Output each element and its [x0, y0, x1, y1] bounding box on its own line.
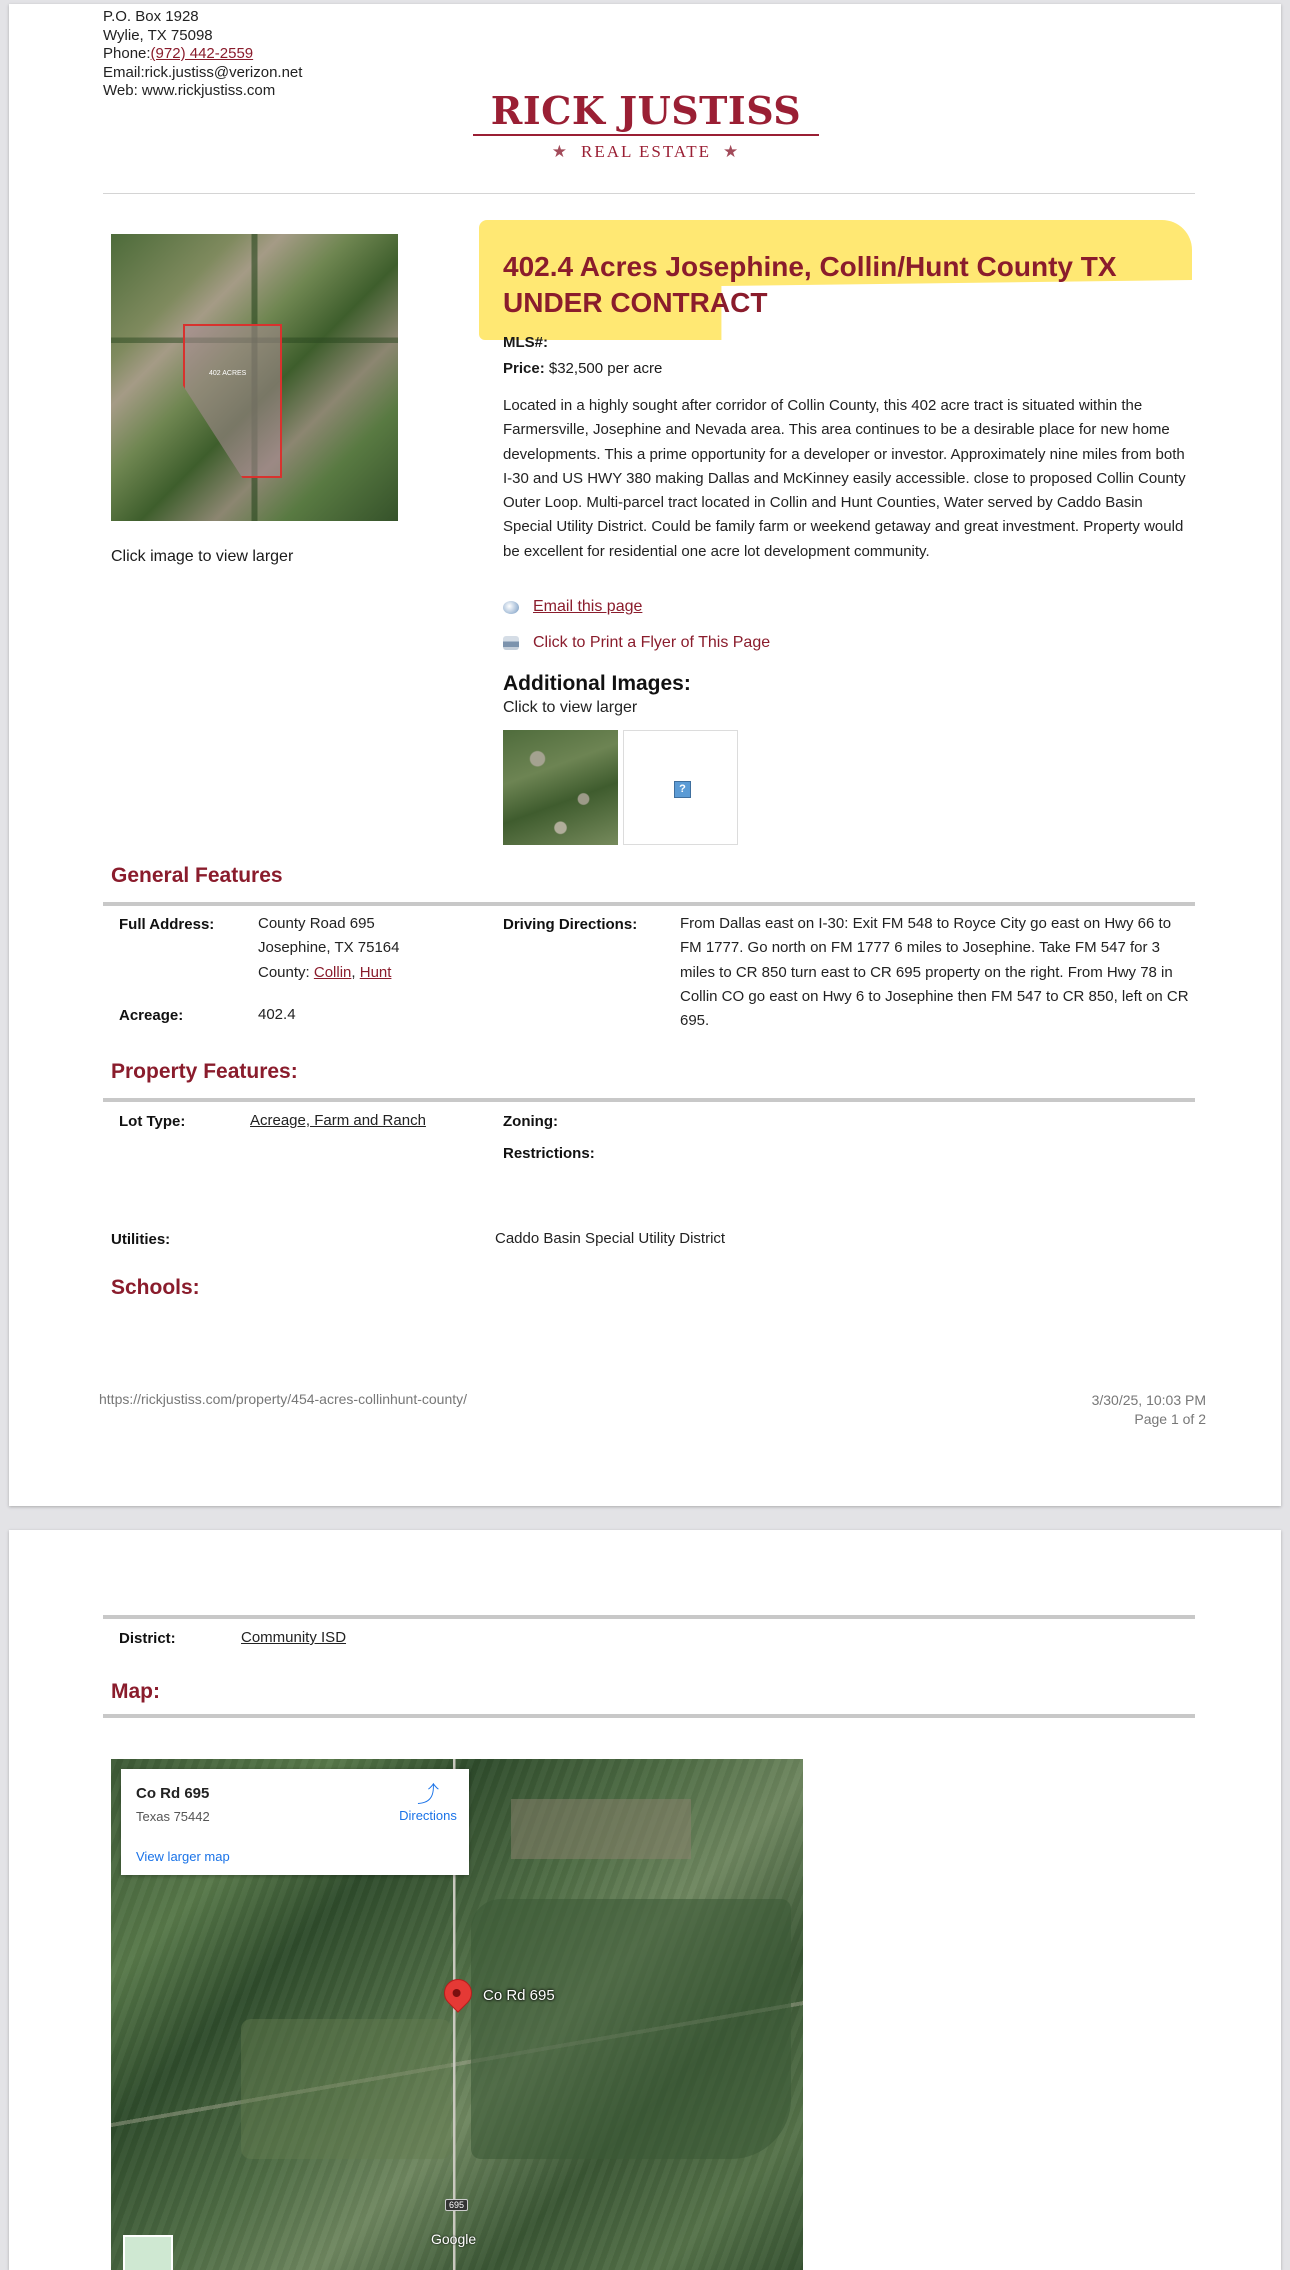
broken-image-icon: ? [674, 781, 691, 798]
parcel-outline [183, 324, 282, 478]
address-line-1: County Road 695 [258, 915, 375, 932]
map-info-card [121, 1769, 469, 1875]
map-layer-toggle[interactable] [123, 2235, 173, 2270]
contact-phone-label: Phone: [103, 45, 151, 62]
pdf-page-2 [9, 1530, 1281, 2270]
full-address-label: Full Address: [119, 916, 215, 933]
footer-page-number: Page 1 of 2 [1134, 1411, 1206, 1427]
price-value: $32,500 per acre [548, 360, 663, 377]
directions-button[interactable] [393, 1783, 463, 1825]
email-page-link[interactable]: Email this page [533, 598, 643, 615]
contact-block [103, 8, 302, 101]
address-line-2: Josephine, TX 75164 [258, 939, 400, 957]
acreage-value: 402.4 [258, 1006, 296, 1023]
contact-phone-row [103, 45, 302, 64]
lot-type-label: Lot Type: [119, 1113, 186, 1130]
pdf-page-1 [9, 4, 1281, 1506]
acreage-label: Acreage: [119, 1007, 184, 1024]
property-title [503, 249, 1203, 321]
company-logo [473, 90, 819, 162]
property-features-heading: Property Features: [111, 1060, 298, 1083]
property-features-divider [103, 1098, 1195, 1102]
district-label: District: [119, 1630, 176, 1647]
property-description: Located in a highly sought after corridor of Collin County, this 402 acre tract is situated within the Farmersville, Josephine and Nevada area. This area continues to be a desirable place for new home developments. This a prime opportunity for a developer or investor. Approximately nine miles from both I-30 and US HWY 380 making Dallas and McKinney easily accessible. close to proposed Collin County Outer Loop. Multi-parcel tract located in Collin and Hunt Counties, Water served by Caddo Basin Special Utility District. Could be family farm or weekend getaway and great investment. Property would be excellent for residential one acre lot development community. [503, 397, 1186, 560]
utilities-label: Utilities: [111, 1231, 171, 1248]
email-icon [503, 601, 519, 614]
logo-name: RICK JUSTISS [490, 88, 802, 133]
title-line-2: UNDER CONTRACT [503, 287, 768, 318]
contact-city: Wylie, TX 75098 [103, 26, 213, 44]
title-line-1: 402.4 Acres Josephine, Collin/Hunt County TX [503, 251, 1117, 282]
driving-directions-value: From Dallas east on I-30: Exit FM 548 to Royce City go east on Hwy 66 to FM 1777. Go north on FM 1777 6 miles to Josephine. Take FM 547 for 3 miles to CR 850 turn east to CR 695 property on the right. From Hwy 78 in Collin CO go east on Hwy 6 to Josephine then FM 547 to CR 850, left on CR 695. [680, 915, 1189, 1030]
restrictions-label: Restrictions: [503, 1145, 595, 1162]
map-pin-label: Co Rd 695 [483, 1987, 555, 2004]
logo-subtitle [473, 142, 819, 162]
map-divider [103, 1714, 1195, 1718]
contact-po-box: P.O. Box 1928 [103, 8, 199, 25]
additional-image-2[interactable] [623, 730, 738, 845]
click-image-hint: Click image to view larger [111, 548, 294, 565]
county-collin-link[interactable]: Collin [313, 963, 352, 981]
footer-url: https://rickjustiss.com/property/454-acres-collinhunt-county/ [99, 1391, 468, 1407]
map-heading: Map: [111, 1680, 160, 1703]
county-hunt-link[interactable]: Hunt [359, 963, 392, 981]
zoning-label: Zoning: [503, 1113, 558, 1130]
header-divider [103, 193, 1195, 194]
map-field [241, 2019, 451, 2159]
contact-email: Email:rick.justiss@verizon.net [103, 63, 303, 81]
email-page-row [503, 598, 642, 616]
utilities-value: Caddo Basin Special Utility District [495, 1230, 726, 1247]
driving-directions-label: Driving Directions: [503, 916, 638, 933]
additional-images-title: Additional Images: [503, 672, 691, 695]
price-label: Price: [503, 360, 545, 377]
map-field [511, 1799, 691, 1859]
lot-type-link[interactable]: Acreage, Farm and Ranch [250, 1112, 426, 1129]
logo-sub-text: REAL ESTATE [580, 142, 712, 161]
directions-icon: ⤴ [416, 1782, 439, 1807]
footer-meta [1049, 1391, 1206, 1429]
schools-heading: Schools: [111, 1276, 200, 1299]
parcel-label: 402 ACRES [209, 370, 247, 377]
general-features-divider [103, 902, 1195, 906]
county-row [258, 961, 400, 985]
printer-icon [503, 636, 519, 650]
print-flyer-row [503, 634, 770, 652]
district-divider [103, 1615, 1195, 1619]
additional-images-hint: Click to view larger [503, 699, 638, 716]
property-main-image[interactable] [111, 234, 398, 521]
general-features-heading: General Features [111, 864, 283, 887]
star-icon: ★ [723, 142, 741, 161]
logo-rule [473, 134, 819, 136]
print-flyer-link[interactable]: Click to Print a Flyer of This Page [533, 634, 771, 651]
map-place-address: Texas 75442 [136, 1809, 210, 1824]
contact-web: Web: www.rickjustiss.com [103, 82, 276, 99]
directions-label: Directions [399, 1808, 457, 1823]
view-larger-map-link[interactable]: View larger map [136, 1849, 230, 1864]
additional-image-1[interactable] [503, 730, 618, 845]
map-field [471, 1899, 791, 2159]
map-place-name: Co Rd 695 [136, 1785, 210, 1802]
footer-date: 3/30/25, 10:03 PM [1091, 1392, 1206, 1408]
county-separator: , [351, 963, 356, 981]
full-address-value [258, 912, 400, 985]
google-attribution: Google [431, 2231, 477, 2247]
district-link[interactable]: Community ISD [241, 1629, 347, 1646]
embedded-map[interactable] [111, 1759, 803, 2270]
contact-phone-link[interactable]: (972) 442-2559 [150, 45, 254, 62]
road-shield: 695 [445, 2199, 468, 2211]
mls-label: MLS#: [503, 334, 548, 351]
star-icon: ★ [551, 142, 569, 161]
county-label: County: [258, 963, 310, 981]
price-row [503, 360, 662, 377]
